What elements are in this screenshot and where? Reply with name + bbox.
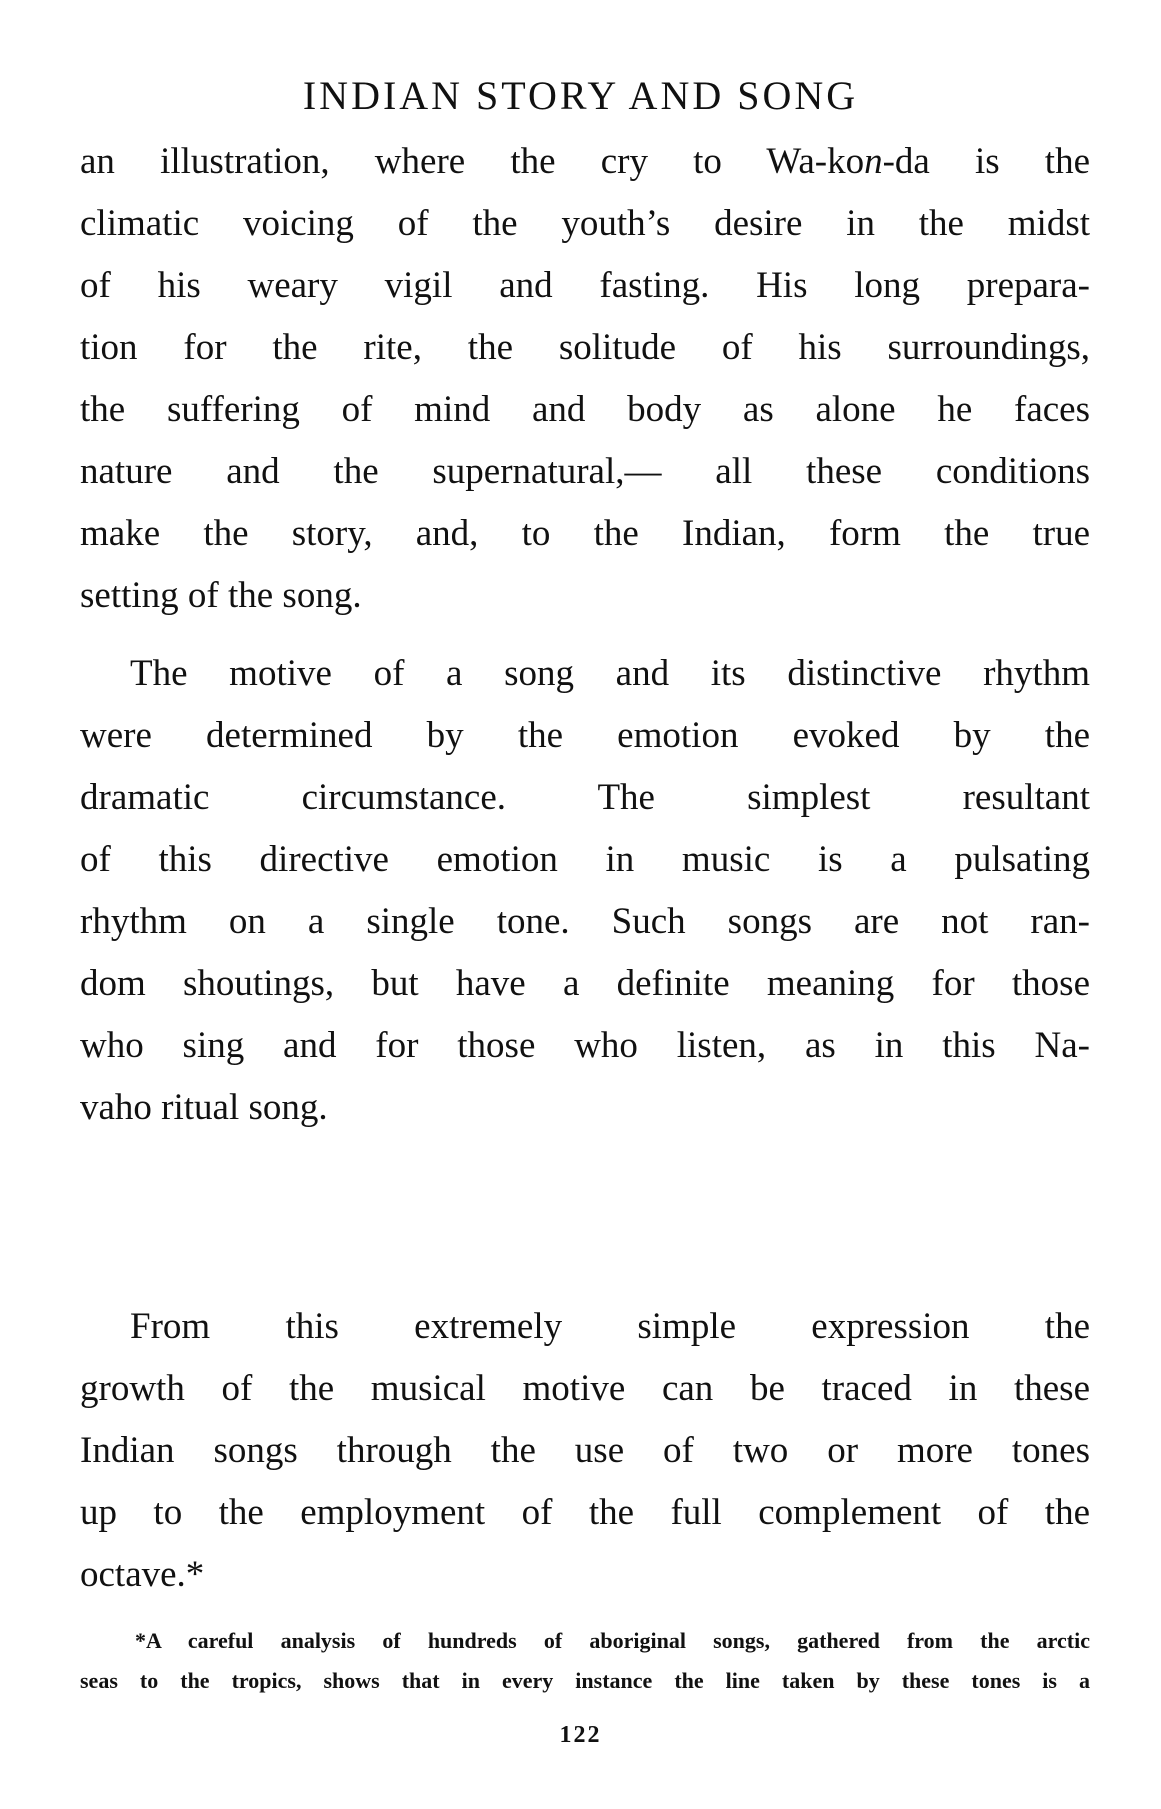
text-line: From this extremely simple expression the [130, 1306, 1090, 1347]
text-line: of his weary vigil and fasting. His long prepara- [80, 265, 1090, 306]
italic-text: n [864, 141, 883, 182]
text-line: octave.* [80, 1554, 205, 1595]
text-line: The motive of a song and its distinctive rhythm [130, 653, 1090, 694]
text-line: dramatic circumstance. The simplest resultant [80, 777, 1090, 818]
footnote-line: seas to the tropics, shows that in every instance the line taken by these tones is a [80, 1668, 1090, 1693]
text-line: who sing and for those who listen, as in this Na- [80, 1025, 1090, 1066]
text-line: vaho ritual song. [80, 1087, 328, 1128]
text-line: Indian songs through the use of two or more tones [80, 1430, 1090, 1471]
text-line: setting of the song. [80, 575, 362, 616]
text-span: -da is the [882, 141, 1091, 182]
text-line: tion for the rite, the solitude of his surroundings, [80, 327, 1090, 368]
text-line [80, 140, 1090, 190]
text-line: rhythm on a single tone. Such songs are not ran- [80, 901, 1090, 942]
running-title: INDIAN STORY AND SONG [302, 73, 859, 118]
text-line: dom shoutings, but have a definite meaning for those [80, 963, 1090, 1004]
footnote-line: *A careful analysis of hundreds of aboriginal songs, gathered from the arctic [135, 1628, 1090, 1653]
text-line: were determined by the emotion evoked by the [80, 715, 1090, 756]
text-line: the suffering of mind and body as alone he faces [80, 389, 1090, 430]
text-line: climatic voicing of the youth’s desire in the midst [80, 203, 1090, 244]
text-span: an illustration, where the cry to Wa-ko [80, 141, 865, 182]
text-line: nature and the supernatural,— all these conditions [80, 451, 1090, 492]
text-line: up to the employment of the full complement of the [80, 1492, 1090, 1533]
text-line: of this directive emotion in music is a pulsating [80, 839, 1090, 880]
text-line: make the story, and, to the Indian, form the true [80, 513, 1090, 554]
text-line: growth of the musical motive can be traced in these [80, 1368, 1090, 1409]
page-number: 122 [559, 1722, 602, 1748]
